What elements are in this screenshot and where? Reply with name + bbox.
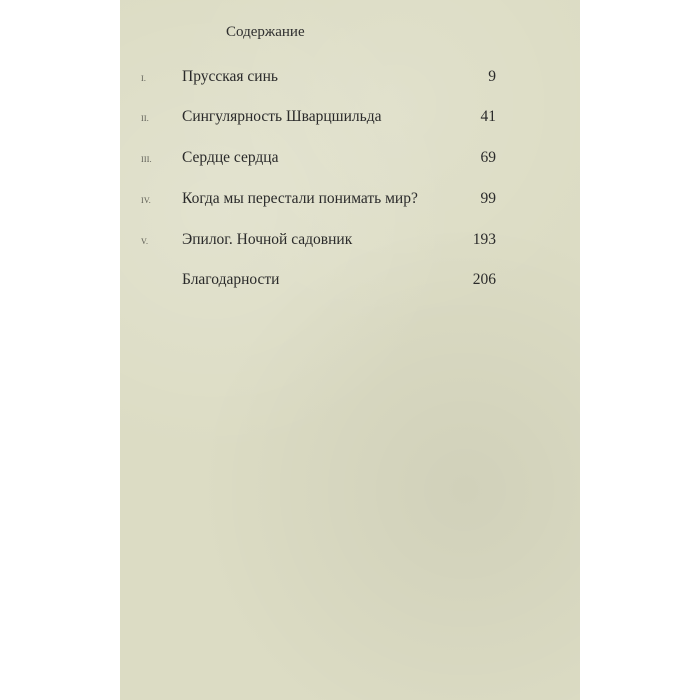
- toc-heading: Содержание: [226, 24, 305, 40]
- chapter-numeral: I.: [141, 74, 147, 83]
- page-number: 206: [472, 271, 496, 288]
- chapter-title: Прусская синь: [182, 68, 278, 85]
- page-number: 41: [480, 108, 496, 125]
- page-number: 9: [488, 68, 496, 85]
- chapter-title: Благодарности: [182, 271, 280, 288]
- page-number: 193: [472, 231, 496, 248]
- chapter-numeral: V.: [141, 237, 149, 246]
- toc-entry: [0, 231, 700, 255]
- chapter-title: Сердце сердца: [182, 149, 279, 166]
- chapter-numeral: IV.: [141, 196, 152, 205]
- chapter-numeral: II.: [141, 114, 149, 123]
- chapter-title: Когда мы перестали понимать мир?: [182, 190, 418, 207]
- chapter-title: Сингулярность Шварцшильда: [182, 108, 382, 125]
- toc-entry: [0, 149, 700, 173]
- chapter-title: Эпилог. Ночной садовник: [182, 231, 353, 248]
- book-page: [120, 0, 580, 700]
- toc-entry: [0, 271, 700, 295]
- toc-entry: [0, 108, 700, 132]
- page-number: 69: [480, 149, 496, 166]
- chapter-numeral: III.: [141, 155, 152, 164]
- page-number: 99: [480, 190, 496, 207]
- toc-entry: [0, 68, 700, 92]
- toc-entry: [0, 190, 700, 214]
